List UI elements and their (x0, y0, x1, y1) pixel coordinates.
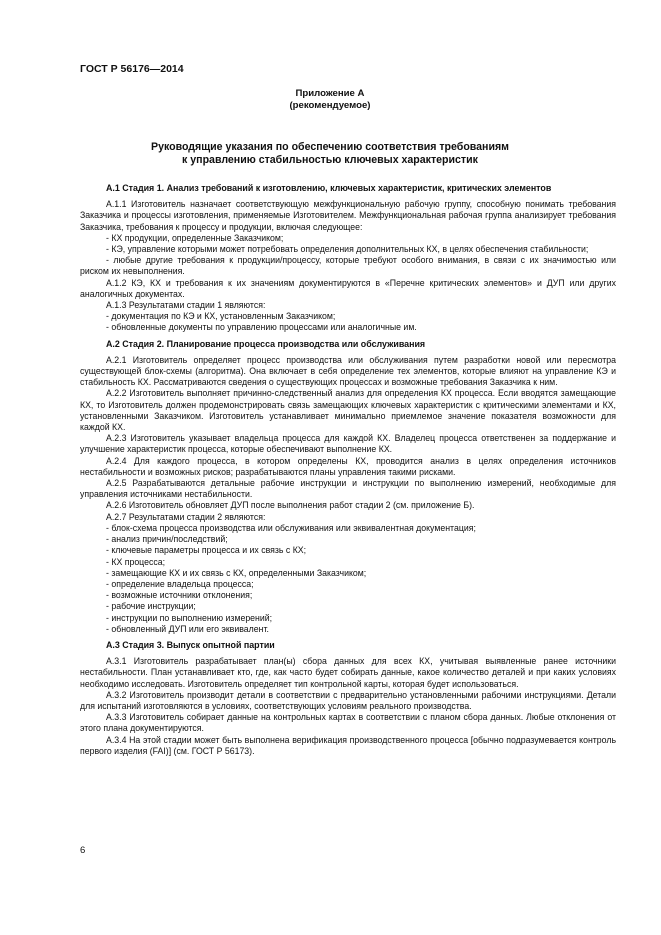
heading-line-2: к управлению стабильностью ключевых характеристик (182, 154, 478, 166)
list-item: - документация по КЭ и КХ, установленным Заказчиком; (106, 311, 336, 322)
paragraph: А.1.1 Изготовитель назначает соответствующую межфункциональную рабочую группу, способную понимать требования Заказчика и процессы изготовления, применяемые Изготовителем. Межфункциональная рабочая группа анализирует требования Заказчика, требования к процессу и продукции, включая следующее: (80, 199, 616, 232)
paragraph: А.3.4 На этой стадии может быть выполнена верификация производственного процесса [обычно подразумевается контроль первого изделия (FAI)] (см. ГОСТ Р 56173). (80, 734, 616, 756)
section-heading: А.2 Стадия 2. Планирование процесса производства или обслуживания (106, 338, 426, 349)
paragraph: А.2.3 Изготовитель указывает владельца процесса для каждой КХ. Владелец процесса ответственен за поддержание и улучшение характеристик процесса, которые обеспечивают выполнение КХ. (80, 433, 616, 455)
paragraph: А.2.6 Изготовитель обновляет ДУП после выполнения работ стадии 2 (см. приложение Б). (106, 500, 475, 511)
paragraph: А.3.2 Изготовитель производит детали в соответствии с предварительно установленными рабочими инструкциями. Детали для испытаний изготовляются в условиях, соответствующих условиям реального производства. (80, 689, 616, 711)
list-item: - КЭ, управление которыми может потребовать определения дополнительных КХ, в целях обеспечения стабильности; (106, 244, 589, 255)
list-item: - КХ продукции, определенные Заказчиком; (106, 232, 284, 243)
section-heading: А.1 Стадия 1. Анализ требований к изготовлению, ключевых характеристик, критических элементов (106, 183, 552, 193)
paragraph: А.2.7 Результатами стадии 2 являются: (106, 511, 266, 522)
appendix-label (80, 88, 580, 112)
appendix-title: Приложение А (295, 88, 365, 99)
list-item: - инструкции по выполнению измерений; (106, 612, 273, 623)
paragraph: А.3.3 Изготовитель собирает данные на контрольных картах в соответствии с планом сбора данных. Любые отклонения от этого плана документируются. (80, 712, 616, 734)
list-item: - ключевые параметры процесса и их связь с КХ; (106, 545, 307, 556)
paragraph: А.3.1 Изготовитель разрабатывает план(ы) сбора данных для всех КХ, учитывая выявленные ранее источники нестабильности. План устанавливает кто, где, как часто будет собирать данные, какое количество деталей и при каких условиях необходимо исследовать. Изготовитель определяет тип контрольной карты, которая будет использоваться. (80, 656, 616, 689)
list-item: - определение владельца процесса; (106, 578, 254, 589)
document-body (80, 183, 616, 757)
list-item: - обновленные документы по управлению процессами или аналогичные им. (106, 322, 417, 333)
list-item: - замещающие КХ и их связь с КХ, определенными Заказчиком; (106, 567, 367, 578)
section-a2 (80, 339, 616, 635)
paragraph: А.2.1 Изготовитель определяет процесс производства или обслуживания путем разработки новой или пересмотра существующей блок-схемы (алгоритма). Она включает в себя определение тех элементов, которые влияют на управление КЭ и стабильность КХ. Рассматриваются сведения о существующих процессах и возможные требования Заказчика к ним. (80, 354, 616, 388)
heading-line-1: Руководящие указания по обеспечению соответствия требованиям (151, 141, 509, 153)
appendix-heading (80, 141, 580, 167)
paragraph: А.1.3 Результатами стадии 1 являются: (106, 300, 266, 311)
paragraph: А.1.2 КЭ, КХ и требования к их значениям документируются в «Перечне критических элементов» и ДУП или других аналогичных документах. (80, 277, 616, 299)
list-item: - блок-схема процесса производства или обслуживания или эквивалентная документация; (106, 522, 476, 533)
page-number: 6 (80, 845, 86, 856)
document-id: ГОСТ Р 56176—2014 (80, 63, 184, 75)
section-a3 (80, 640, 616, 757)
list-item: - возможные источники отклонения; (106, 590, 253, 601)
list-item: - анализ причин/последствий; (106, 534, 228, 545)
section-a1 (80, 183, 616, 334)
list-item: - рабочие инструкции; (106, 601, 196, 612)
list-item: - обновленный ДУП или его эквивалент. (106, 623, 269, 634)
section-heading: А.3 Стадия 3. Выпуск опытной партии (106, 639, 275, 650)
paragraph: А.2.5 Разрабатываются детальные рабочие инструкции и инструкции по выполнению измерений, необходимые для управления источниками нестабильности. (80, 478, 616, 500)
list-item: - КХ процесса; (106, 556, 166, 567)
paragraph: А.2.2 Изготовитель выполняет причинно-следственный анализ для определения КХ процесса. Если вводятся замещающие КХ, то Изготовитель должен продемонстрировать связь замещающих ключевых характеристик с критическими элементами и КХ, установленными Заказчиком. Изготовитель устанавливает минимально приемлемое значение показателя возможности для каждой КХ. (80, 388, 616, 433)
appendix-status: (рекомендуемое) (289, 100, 371, 111)
list-item: - любые другие требования к продукции/процессу, которые требуют особого внимания, в связи с их значимостью или риском их невыполнения. (80, 255, 616, 277)
paragraph: А.2.4 Для каждого процесса, в котором определены КХ, проводится анализ в целях определения источников нестабильности и возможных рисков; разрабатываются планы управления такими рисками. (80, 455, 616, 477)
